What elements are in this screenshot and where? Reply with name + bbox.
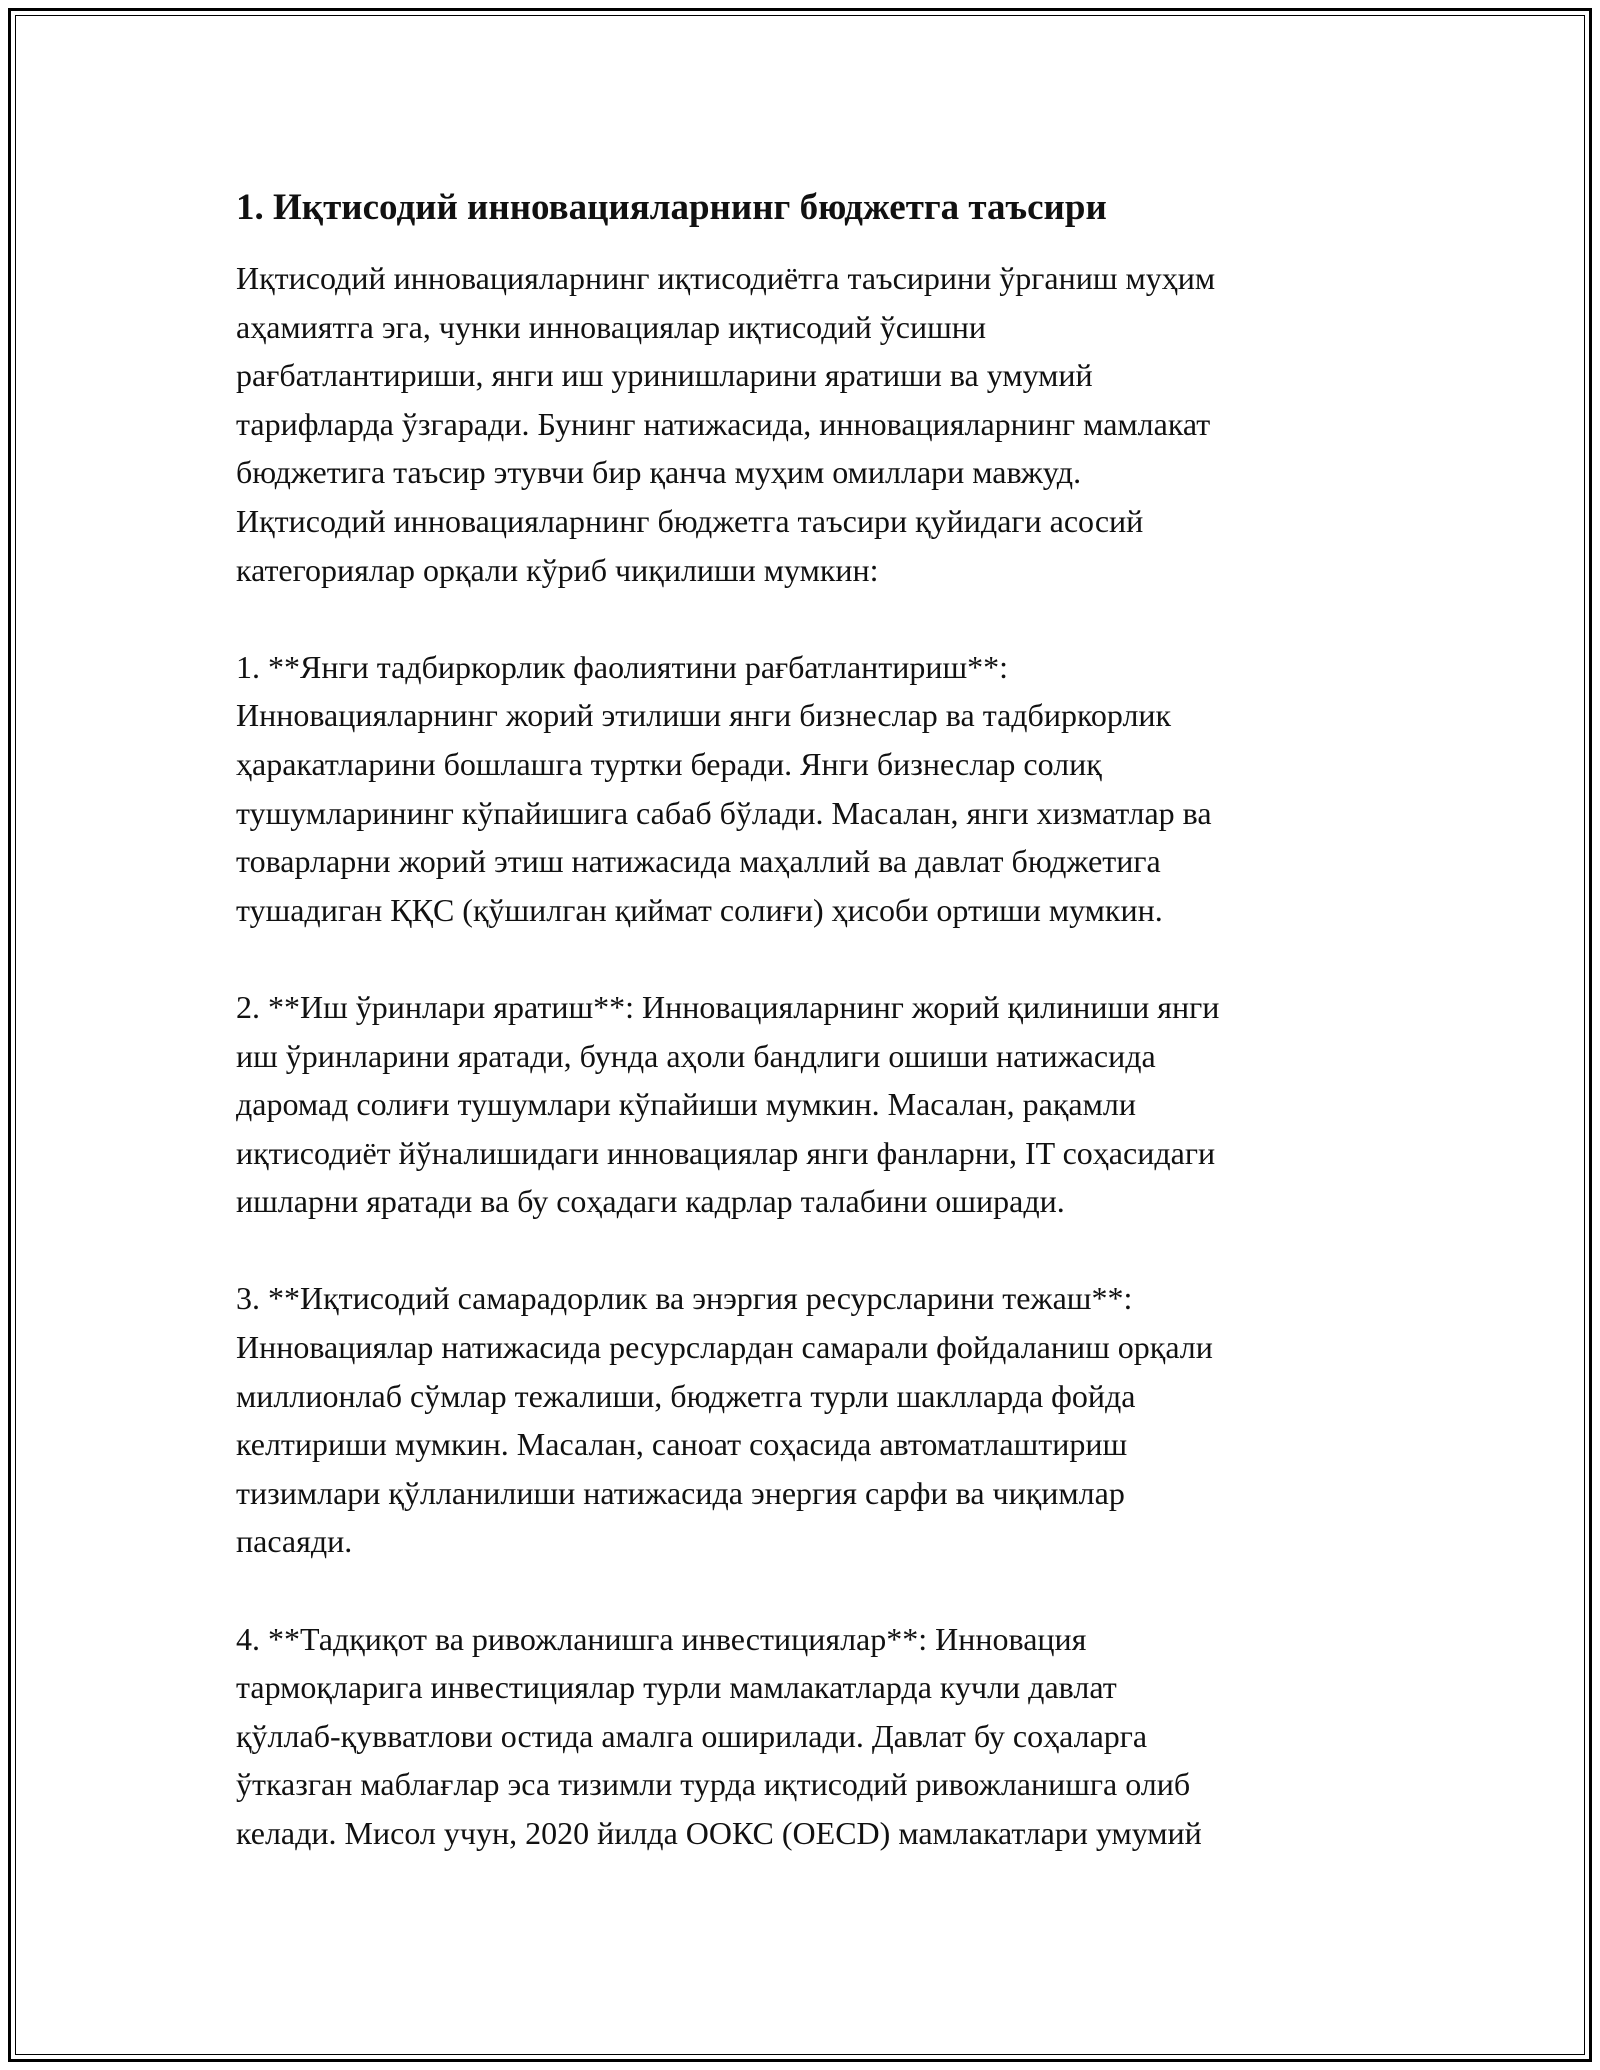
paragraph-line: Иқтисодий инновацияларнинг бюджетга таъсири қуйидаги асосий (236, 502, 1144, 539)
paragraph-line: келтириши мумкин. Масалан, саноат соҳасида автоматлаштириш (236, 1426, 1128, 1463)
paragraph-line: тармоқларига инвестициялар турли мамлакатларда кучли давлат (236, 1669, 1117, 1706)
paragraph-line: тарифларда ўзгаради. Бунинг натижасида, инновацияларнинг мамлакат (236, 405, 1211, 442)
paragraph-line: бюджетига таъсир этувчи бир қанча муҳим омиллари мавжуд. (236, 454, 1082, 491)
paragraph-line: категориялар орқали кўриб чиқилиши мумкин: (236, 551, 879, 588)
paragraph-line: 4. **Тадқиқот ва ривожланишга инвестициялар**: Инновация (236, 1620, 1087, 1657)
paragraph-line: тизимлари қўлланилиши натижасида энергия сарфи ва чиқимлар (236, 1474, 1125, 1511)
paragraph-1 (236, 254, 1366, 594)
paragraph-line: 3. **Иқтисодий самарадорлик ва энэргия ресурсларини тежаш**: (236, 1280, 1133, 1317)
paragraph-line: Инновацияларнинг жорий этилиши янги бизнеслар ва тадбиркорлик (236, 697, 1172, 734)
paragraph-line: аҳамиятга эга, чунки инновациялар иқтисодий ўсишни (236, 308, 986, 345)
paragraph-4 (236, 1274, 1366, 1566)
paragraph-5 (236, 1615, 1366, 1858)
paragraph-line: қўллаб-қувватлови остида амалга оширилади. Давлат бу соҳаларга (236, 1717, 1148, 1754)
paragraph-line: 1. **Янги тадбиркорлик фаолиятини рағбатлантириш**: (236, 648, 1009, 685)
document-page (236, 184, 1366, 1858)
paragraph-line: тушумларининг кўпайишига сабаб бўлади. Масалан, янги хизматлар ва (236, 794, 1212, 831)
paragraph-line: даромад солиғи тушумлари кўпайиши мумкин. Масалан, рақамли (236, 1086, 1136, 1123)
document-body (236, 254, 1366, 1858)
paragraph-line: келади. Мисол учун, 2020 йилда ООКС (OECD) мамлакатлари умумий (236, 1815, 1202, 1851)
paragraph-2 (236, 643, 1366, 935)
paragraph-line: товарларни жорий этиш натижасида маҳаллий ва давлат бюджетига (236, 843, 1161, 880)
paragraph-line: иқтисодиёт йўналишидаги инновациялар янги фанларни, IT соҳасидаги (236, 1134, 1216, 1171)
paragraph-line: иш ўринларини яратади, бунда аҳоли бандлиги ошиши натижасида (236, 1037, 1156, 1074)
paragraph-line: 2. **Иш ўринлари яратиш**: Инновацияларнинг жорий қилиниши янги (236, 988, 1220, 1025)
paragraph-line: миллионлаб сўмлар тежалиши, бюджетга турли шаклларда фойда (236, 1377, 1136, 1414)
paragraph-line: пасаяди. (236, 1523, 353, 1560)
document-title: 1. Иқтисодий инновацияларнинг бюджетга таъсири (236, 187, 1107, 228)
paragraph-line: тушадиган ҚҚС (қўшилган қиймат солиғи) ҳисоби ортиши мумкин. (236, 891, 1163, 928)
paragraph-line: Инновациялар натижасида ресурслардан самарали фойдаланиш орқали (236, 1329, 1213, 1366)
paragraph-line: Иқтисодий инновацияларнинг иқтисодиётга таъсирини ўрганиш муҳим (236, 260, 1216, 296)
paragraph-line: ўтказган маблағлар эса тизимли турда иқтисодий ривожланишга олиб (236, 1766, 1191, 1803)
paragraph-3 (236, 983, 1366, 1226)
paragraph-line: ишларни яратади ва бу соҳадаги кадрлар талабини оширади. (236, 1183, 1065, 1220)
paragraph-line: рағбатлантириши, янги иш уринишларини яратиши ва умумий (236, 357, 1093, 394)
paragraph-line: ҳаракатларини бошлашга туртки беради. Янги бизнеслар солиқ (236, 745, 1102, 782)
